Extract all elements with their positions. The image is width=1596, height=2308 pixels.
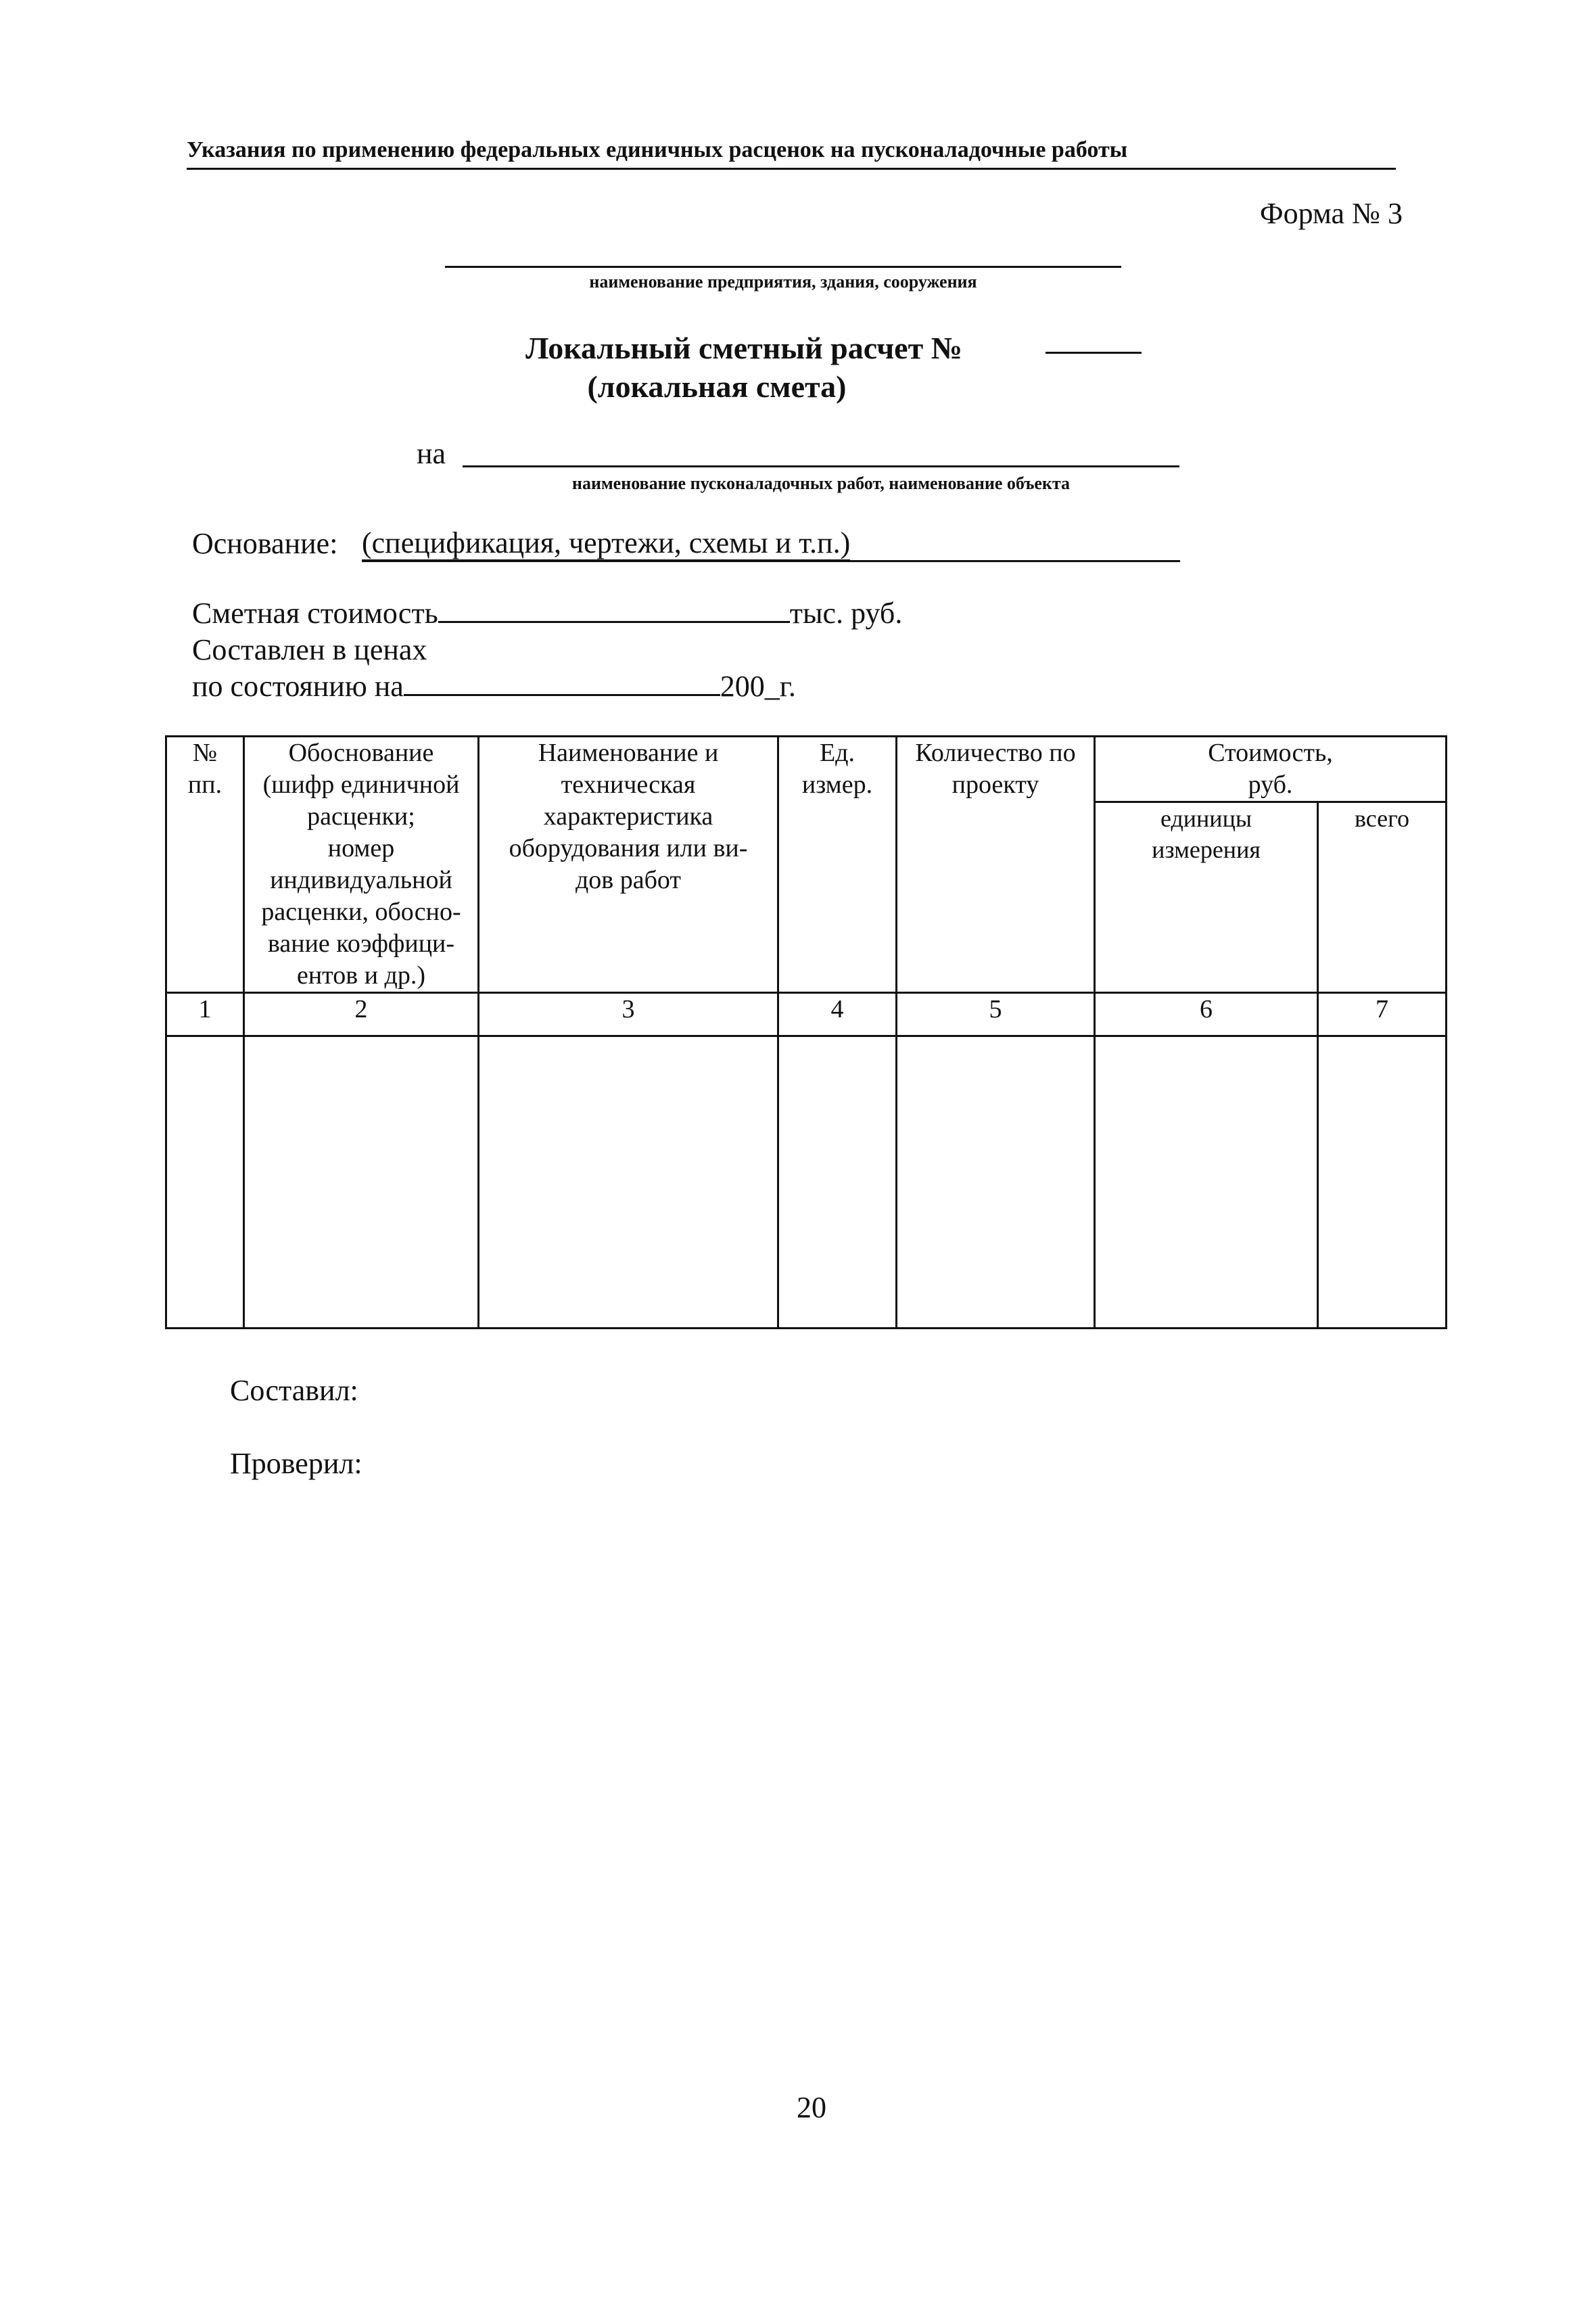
- estimated-cost-unit: тыс. руб.: [789, 597, 903, 630]
- estimate-table: [165, 735, 1447, 1329]
- basis-value: [362, 526, 1180, 562]
- document-subtitle: (локальная смета): [587, 369, 847, 404]
- table-cell: [1095, 1036, 1318, 1329]
- prices-date-label: по состоянию на: [192, 670, 404, 703]
- table-cell: [244, 1036, 479, 1329]
- enterprise-name-caption: наименование предприятия, здания, сооружения: [589, 272, 977, 292]
- estimated-cost-label: Сметная стоимость: [192, 597, 438, 630]
- document-header: Указания по применению федеральных единичных расценок на пусконаладочные работы: [187, 135, 1396, 170]
- estimate-number-blank: [1046, 352, 1142, 354]
- table-cell: [166, 1036, 244, 1329]
- table-body-row: [166, 1036, 1447, 1329]
- table-header-row-1: [166, 737, 1447, 802]
- column-number: 7: [1318, 993, 1447, 1036]
- table-cell: [897, 1036, 1095, 1329]
- column-header-unit-cost: единицы измерения: [1095, 802, 1318, 993]
- table-cell: [1318, 1036, 1447, 1329]
- column-number: 2: [244, 993, 479, 1036]
- column-header-quantity: Количество по проекту: [897, 737, 1095, 993]
- column-number: 3: [479, 993, 778, 1036]
- prices-row: [192, 668, 796, 703]
- column-number: 6: [1095, 993, 1318, 1036]
- column-number: 1: [166, 993, 244, 1036]
- enterprise-name-line: [445, 266, 1121, 268]
- column-header-cost: Стоимость, руб.: [1095, 737, 1447, 802]
- checked-by-label: Проверил:: [230, 1447, 362, 1480]
- column-header-justification: Обоснование (шифр единичной расценки; номер индивидуальной расценки, обосно- вание коэффици- ентов и др.): [244, 737, 479, 993]
- form-number: Форма № 3: [1259, 197, 1403, 230]
- prices-year: 200_г.: [720, 670, 796, 703]
- prices-line-1: Составлен в ценах: [192, 633, 427, 666]
- basis-value-text: (спецификация, чертежи, схемы и т.п.): [362, 526, 850, 561]
- estimated-cost-row: [192, 595, 902, 630]
- column-number-row: [166, 993, 1447, 1036]
- works-name-line: [463, 465, 1179, 467]
- column-number: 4: [778, 993, 897, 1036]
- works-name-caption: наименование пусконаладочных работ, наименование объекта: [572, 474, 1070, 493]
- estimated-cost-blank: [438, 595, 790, 623]
- works-label: на: [417, 437, 446, 470]
- column-header-name: Наименование и техническая характеристика оборудования или ви- дов работ: [479, 737, 778, 993]
- column-header-total-cost: всего: [1318, 802, 1447, 993]
- basis-label: Основание:: [192, 527, 338, 560]
- column-number: 5: [897, 993, 1095, 1036]
- document-title: Локальный сметный расчет №: [525, 331, 962, 365]
- prices-date-blank: [404, 668, 720, 696]
- table-cell: [778, 1036, 897, 1329]
- column-header-number: № пп.: [166, 737, 244, 993]
- page-number: 20: [797, 2091, 826, 2124]
- column-header-unit: Ед. измер.: [778, 737, 897, 993]
- table-cell: [479, 1036, 778, 1329]
- compiled-by-label: Составил:: [230, 1374, 358, 1407]
